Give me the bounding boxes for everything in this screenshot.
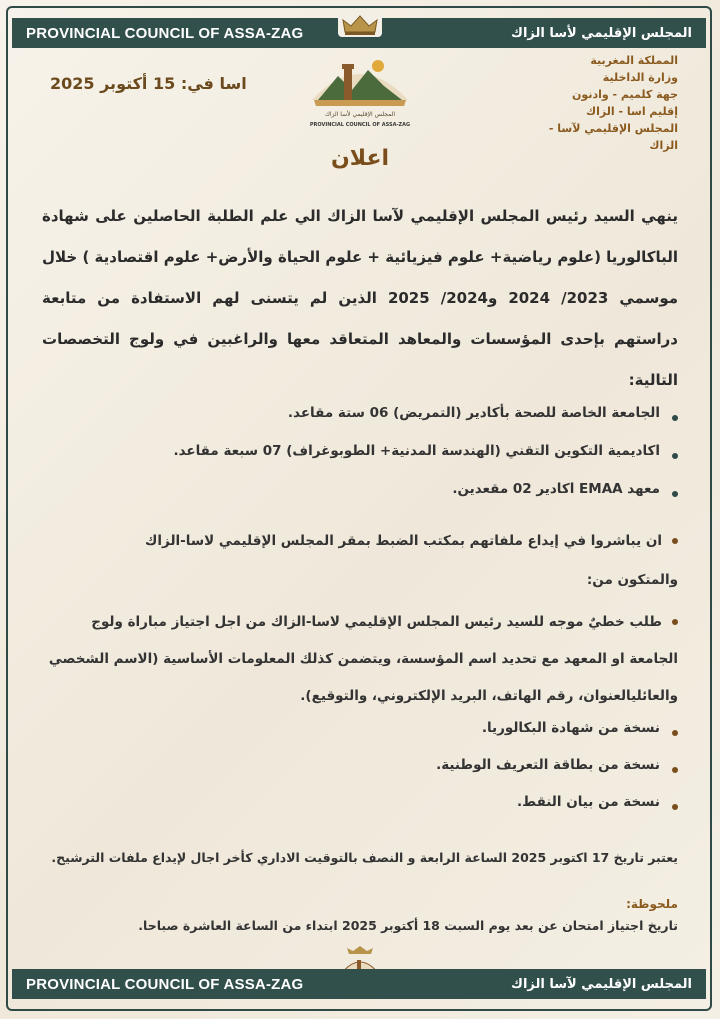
logo-arabic-text: المجلس الإقليمي لأسا الزاك <box>324 111 396 118</box>
bullet-icon <box>672 453 678 459</box>
deadline-text: يعتبر تاريخ 17 اكتوبر 2025 الساعة الرابعة و النصف بالتوقيت الاداري كأخر اجال لإيداع ملفات الترشيح. <box>51 850 678 865</box>
program-text: الجامعة الخاصة للصحة بأكادير (التمريض) 06 ستة مقاعد. <box>287 405 660 421</box>
document-text: نسخة من بيان النقط. <box>516 794 660 810</box>
footer-english-title: PROVINCIAL COUNCIL OF ASSA-ZAG <box>26 975 304 993</box>
council-logo-icon <box>308 40 412 132</box>
announcement-title: اعلان <box>330 146 390 171</box>
bullet-icon <box>672 619 678 625</box>
gov-line: وزارة الداخلية <box>602 71 678 84</box>
bullet-icon <box>672 415 678 421</box>
bullet-icon <box>672 538 678 544</box>
request-paragraph <box>42 604 678 715</box>
submission-instruction <box>58 527 678 555</box>
submission-text: ان يباشروا في إيداع ملفاتهم بمكتب الضبط بمقر المجلس الإقليمي لاسا-الزاك <box>145 533 662 549</box>
note-label: ملحوظة: <box>626 897 678 911</box>
bullet-icon <box>672 767 678 773</box>
program-text: معهد EMAA اكادير 02 مقعدين. <box>452 481 660 497</box>
programs-list <box>58 399 678 513</box>
gov-line: المملكة المغربية <box>590 54 678 67</box>
list-item <box>58 751 678 788</box>
header-arabic-title: المجلس الإقليمي لأسا الزاك <box>511 25 692 41</box>
document-text: نسخة من شهادة البكالوريا. <box>481 720 660 736</box>
gov-line: إقليم اسا - الزاك <box>586 105 678 118</box>
government-hierarchy <box>518 52 678 154</box>
gov-line: المجلس الإقليمي لآسا - الزاك <box>548 122 678 152</box>
list-item <box>58 399 678 437</box>
header-english-title: PROVINCIAL COUNCIL OF ASSA-ZAG <box>26 24 304 42</box>
intro-paragraph: ينهي السيد رئيس المجلس الإقليمي لآسا الزاك الي علم الطلبة الحاصلين على شهادة الباكالوريا (علوم رياضية+ علوم فيزيائية + علوم الحياة والأرض+ علوم اقتصادية ) خلال موسمي 2023/ 2024 و2024/ 2025 الذين لم يتسنى لهم الاستفادة من متابعة دراستهم بإحدى المؤسسات والمعاهد المتعاقد معها والراغبين في ولوج التخصصات التالية: <box>42 207 679 389</box>
logo-english-text: PROVINCIAL COUNCIL OF ASSA-ZAG <box>309 122 411 128</box>
list-item <box>58 437 678 475</box>
composed-of-label: والمتكون من: <box>586 572 678 588</box>
list-item <box>58 475 678 513</box>
bullet-icon <box>672 730 678 736</box>
bullet-icon <box>672 804 678 810</box>
bullet-icon <box>672 491 678 497</box>
issue-date: اسا في: 15 أكتوبر 2025 <box>50 74 247 93</box>
document-text: نسخة من بطاقة التعريف الوطنية. <box>436 757 660 773</box>
request-text: طلب خطيٌ موجه للسيد رئيس المجلس الإقليمي لاسا-الزاك من اجل اجتياز مباراة ولوج الجامعة او المعهد مع تحديد اسم المؤسسة، ويتضمن كذلك المعلومات الأساسية (الاسم الشخصي والعائليالعنوان، رقم الهاتف، البريد الإلكتروني، والتوقيع). <box>48 614 678 704</box>
crown-icon <box>337 12 383 38</box>
list-item <box>58 714 678 751</box>
note-text: تاريخ اجتياز امتحان عن بعد يوم السبت 18 أكتوبر 2025 ابتداء من الساعة العاشرة صباحا. <box>138 918 678 933</box>
footer-arabic-title: المجلس الإقليمي لآسا الزاك <box>511 976 692 992</box>
list-item <box>58 788 678 825</box>
footer-bar <box>12 969 706 999</box>
documents-list <box>58 714 678 825</box>
program-text: اكاديمية التكوين التقني (الهندسة المدنية+ الطوبوغراف) 07 سبعة مقاعد. <box>173 443 660 459</box>
gov-line: جهة كلميم - وادنون <box>572 88 678 101</box>
